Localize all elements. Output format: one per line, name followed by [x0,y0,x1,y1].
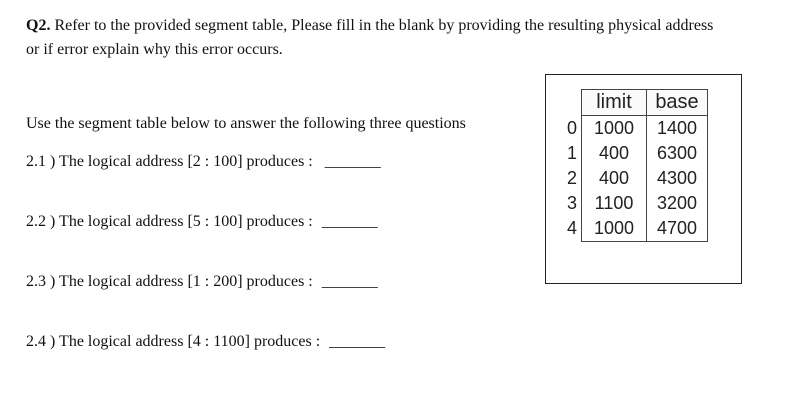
table-row [563,166,708,191]
base-cell: 1400 [647,116,708,142]
question-prompt [26,14,726,62]
segment-index: 2 [566,168,577,188]
base-cell: 4300 [647,166,708,191]
question-item-text: 2.1 ) The logical address [2 : 100] produces : [26,153,313,170]
segment-table-figure [545,74,742,284]
question-number: Q2. [26,17,51,34]
segment-table [563,89,708,242]
table-row [563,216,708,242]
segment-index: 0 [566,117,577,138]
base-cell: 6300 [647,141,708,166]
segment-index: 3 [566,193,577,213]
question-item [26,152,381,172]
question-item-text: 2.3 ) The logical address [1 : 200] produces : [26,273,313,290]
limit-cell: 400 [582,166,647,191]
answer-blank[interactable]: _______ [324,153,381,170]
answer-blank[interactable]: _______ [321,273,378,290]
question-item [26,332,385,352]
question-item [26,212,378,232]
base-cell: 3200 [647,191,708,216]
base-cell: 4700 [647,216,708,242]
limit-header: limit [582,90,647,116]
instructions: Use the segment table below to answer the following three questions [26,115,466,132]
question-item-text: 2.4 ) The logical address [4 : 1100] produces : [26,333,321,350]
segment-index: 4 [566,218,577,239]
limit-cell: 1100 [582,191,647,216]
answer-blank[interactable]: _______ [329,333,386,350]
limit-cell: 1000 [582,216,647,242]
table-row [563,116,708,142]
table-row [563,191,708,216]
table-row [563,141,708,166]
limit-cell: 400 [582,141,647,166]
table-header-row [563,90,708,116]
question-item-text: 2.2 ) The logical address [5 : 100] produces : [26,213,313,230]
base-header: base [647,90,708,116]
question-item [26,272,378,292]
segment-index: 1 [566,143,577,163]
answer-blank[interactable]: _______ [321,213,378,230]
question-text: Refer to the provided segment table, Please fill in the blank by providing the resulting physical address or if error explain why this error occurs. [26,17,714,58]
limit-cell: 1000 [582,116,647,142]
